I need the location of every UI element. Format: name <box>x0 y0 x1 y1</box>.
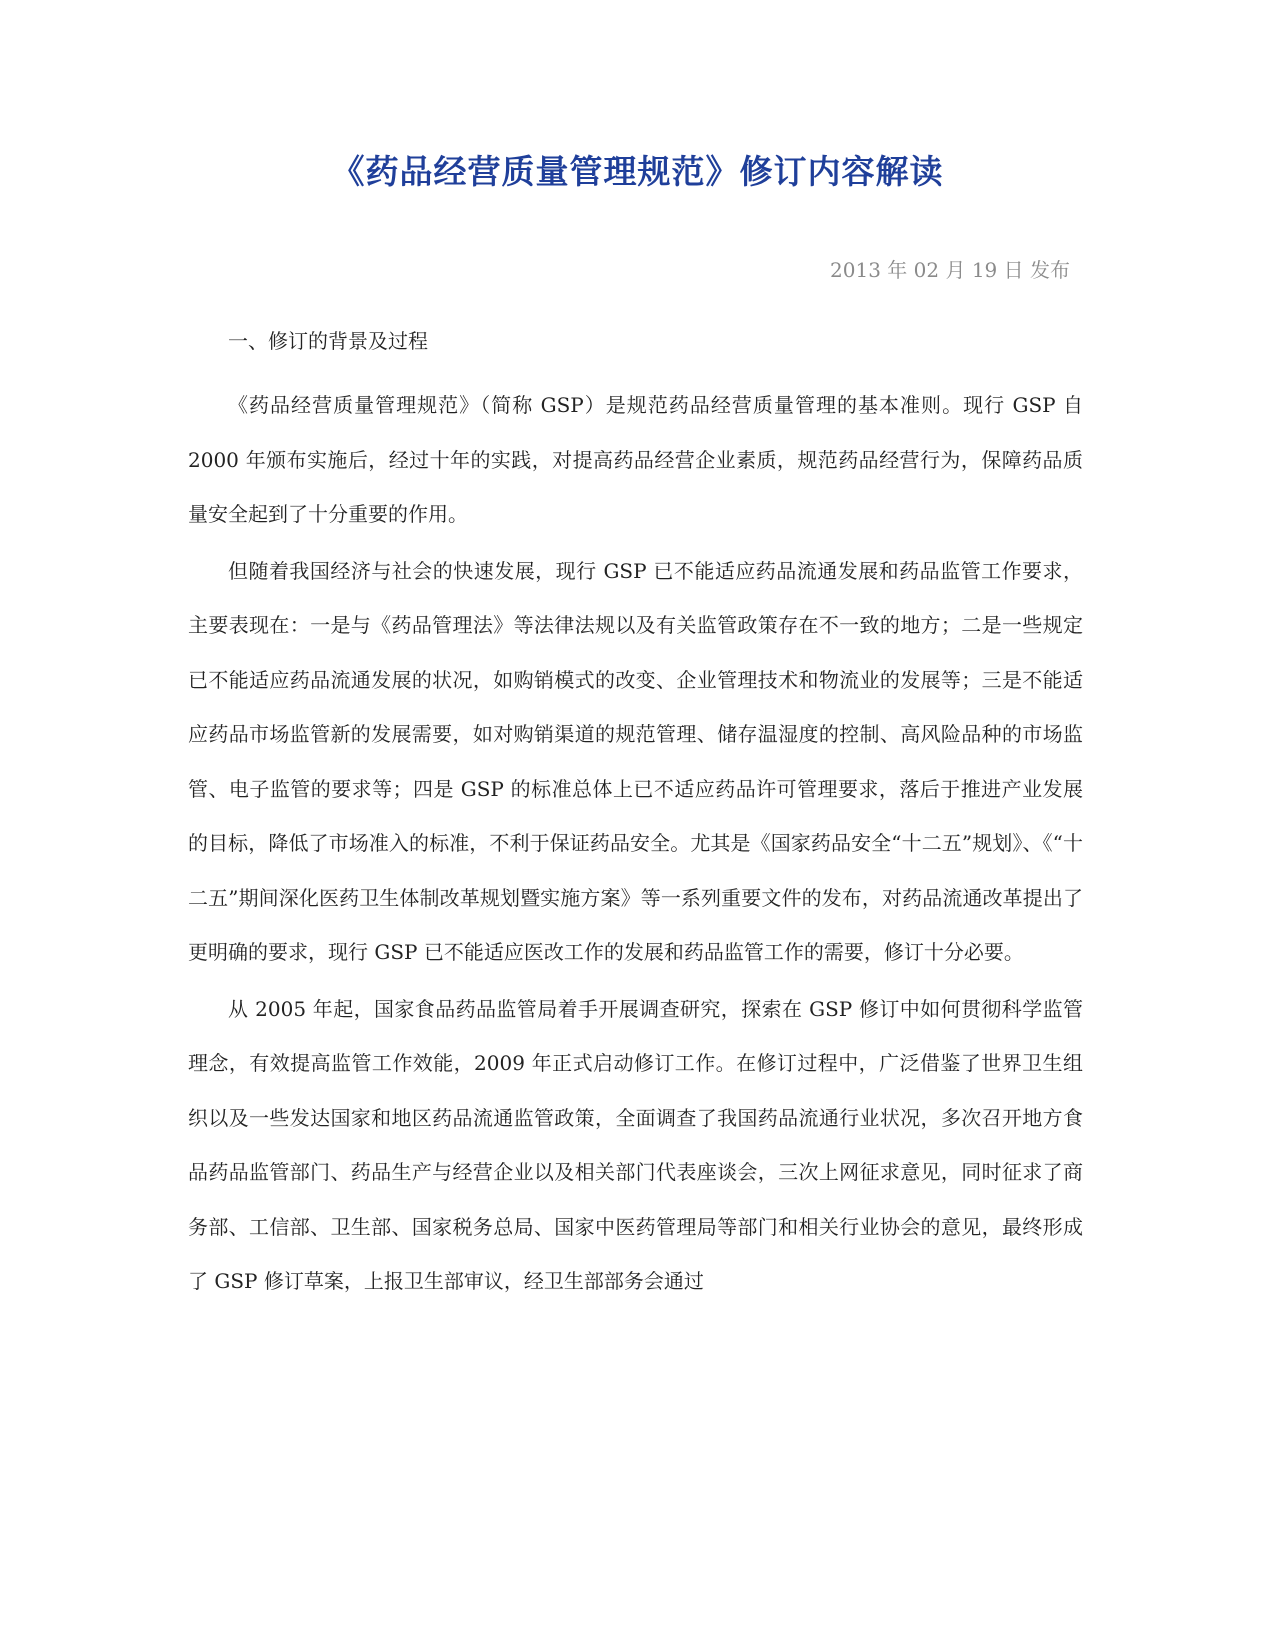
paragraph-2: 但随着我国经济与社会的快速发展，现行 GSP 已不能适应药品流通发展和药品监管工作要求，主要表现在：一是与《药品管理法》等法律法规以及有关监管政策存在不一致的地方；二是一些规定已不能适应药品流通发展的状况，如购销模式的改变、企业管理技术和物流业的发展等；三是不能适应药品市场监管新的发展需要，如对购销渠道的规范管理、储存温湿度的控制、高风险品种的市场监管、电子监管的要求等；四是 GSP 的标准总体上已不适应药品许可管理要求，落后于推进产业发展的目标，降低了市场准入的标准，不利于保证药品安全。尤其是《国家药品安全“十二五”规划》、《“十二五”期间深化医药卫生体制改革规划暨实施方案》等一系列重要文件的发布，对药品流通改革提出了更明确的要求，现行 GSP 已不能适应医改工作的发展和药品监管工作的需要，修订十分必要。 <box>188 558 1083 964</box>
article-body <box>188 322 1083 1311</box>
publish-date: 2013 年 02 月 19 日 发布 <box>830 258 1070 282</box>
paragraph-1: 《药品经营质量管理规范》（简称 GSP）是规范药品经营质量管理的基本准则。现行 GSP 自 2000 年颁布实施后，经过十年的实践，对提高药品经营企业素质，规范药品经营行为，保障药品质量安全起到了十分重要的作用。 <box>188 393 1083 526</box>
page-title: 《药品经营质量管理规范》修订内容解读 <box>331 152 944 191</box>
paragraph-3: 从 2005 年起，国家食品药品监管局着手开展调查研究，探索在 GSP 修订中如何贯彻科学监管理念，有效提高监管工作效能，2009 年正式启动修订工作。在修订过程中，广泛借鉴了世界卫生组织以及一些发达国家和地区药品流通监管政策，全面调查了我国药品流通行业状况，多次召开地方食品药品监管部门、药品生产与经营企业以及相关部门代表座谈会，三次上网征求意见，同时征求了商务部、工信部、卫生部、国家税务总局、国家中医药管理局等部门和相关行业协会的意见，最终形成了 GSP 修订草案，上报卫生部审议，经卫生部部务会通过 <box>188 996 1083 1293</box>
section-heading: 一、修订的背景及过程 <box>228 329 428 353</box>
